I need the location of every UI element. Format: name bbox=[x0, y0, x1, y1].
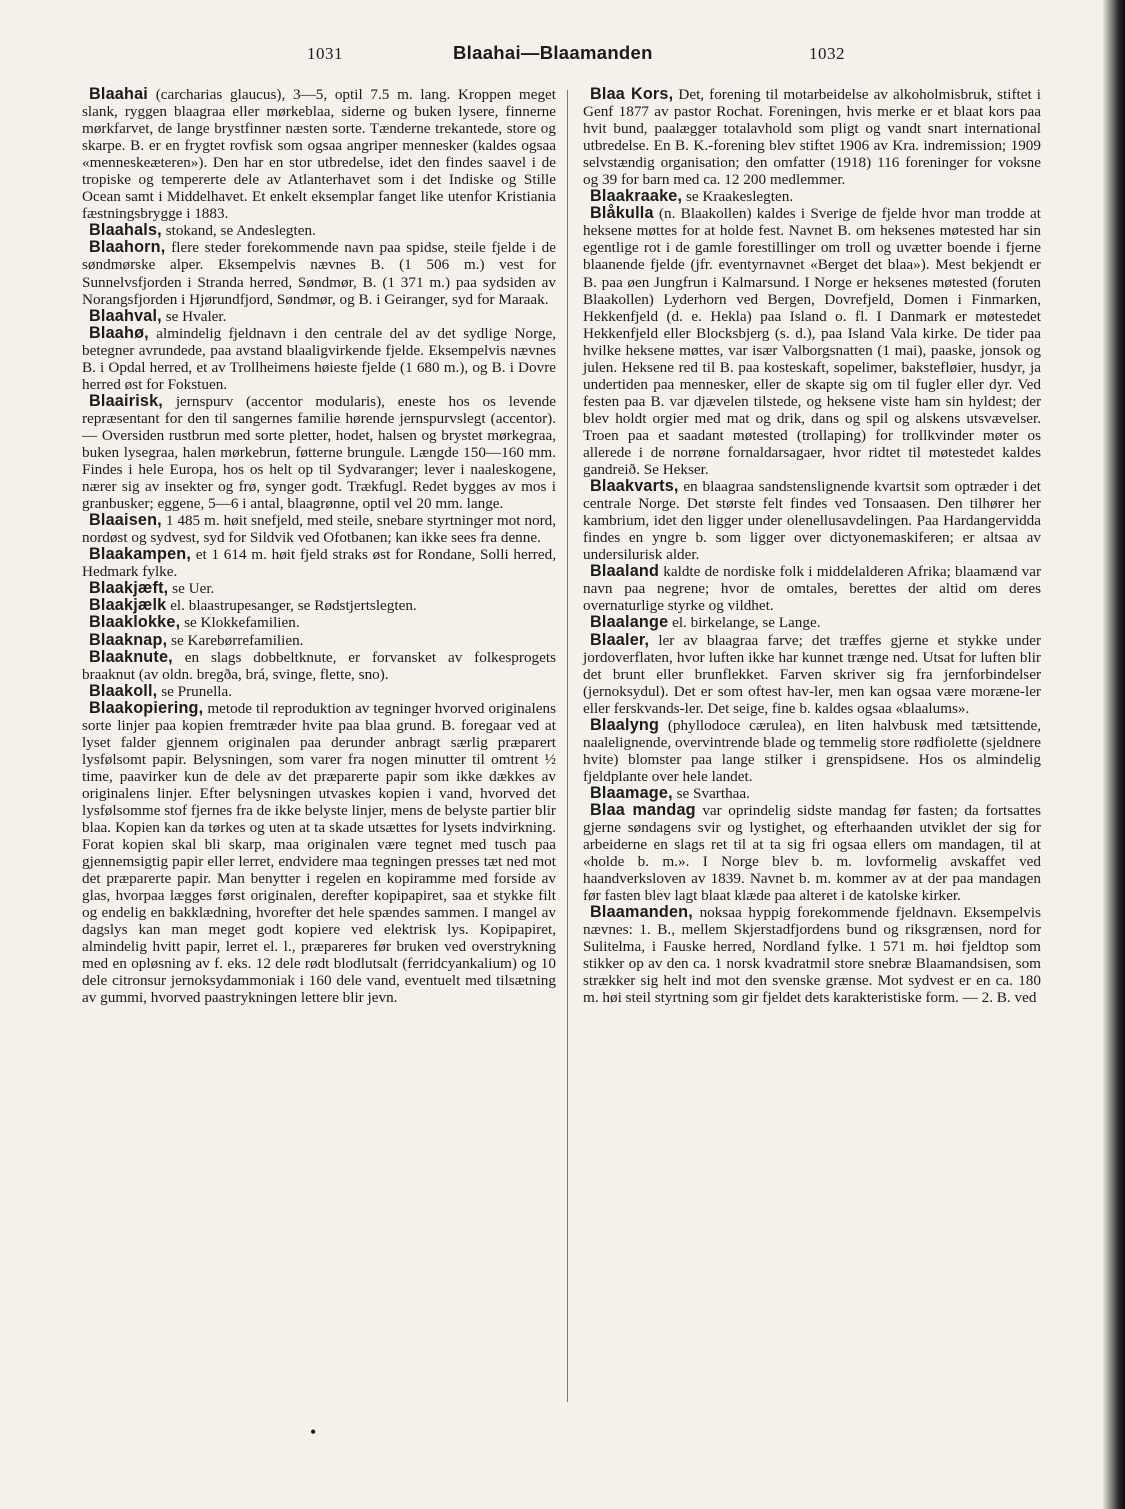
headword: Blaairisk, bbox=[89, 391, 163, 410]
entry-blaa-kors bbox=[583, 86, 1041, 188]
headword: Blaakampen, bbox=[89, 545, 192, 564]
headword: Blaa Kors, bbox=[590, 85, 674, 103]
headword: Blaaland bbox=[590, 562, 660, 581]
headword: Blaaler, bbox=[590, 630, 650, 649]
entry-blaa-mandag bbox=[583, 802, 1041, 904]
entry-blaairisk bbox=[82, 393, 556, 512]
entry-blaaisen bbox=[82, 512, 556, 546]
entry-text: se Uer. bbox=[172, 580, 215, 598]
headword: Blaaisen, bbox=[89, 511, 162, 530]
entry-blaahorn bbox=[82, 239, 556, 307]
headword: Blaakjæft, bbox=[89, 579, 169, 598]
entry-blaaklokke bbox=[82, 614, 556, 631]
entry-blaahals bbox=[82, 222, 556, 239]
entry-text: et 1 614 m. høit fjeld straks øst for Rondane, Solli herred, Hedmark fylke. bbox=[82, 546, 556, 581]
entry-text: Det, forening til motarbeidelse av alkoholmisbruk, stiftet i Genf 1877 av pastor Rochat. Foreningen, hvis merke er et blaat kors paa hvit bund, paalægger totalavhold som pligt og vandt snart international utbredelse. En B. K.-forening blev stiftet 1906 av Kra. indremission; 1909 selvstændig organisation; den omfatter (1918) 116 foreninger for voksne og 39 for barn med ca. 12 200 medlemmer. bbox=[583, 86, 1041, 189]
entry-blaaknute bbox=[82, 649, 556, 683]
entry-blaaler bbox=[583, 632, 1041, 717]
entry-text: se Svarthaa. bbox=[676, 784, 750, 802]
entry-blaaknap bbox=[82, 632, 556, 649]
headword: Blaakraake, bbox=[590, 187, 683, 206]
entry-text: el. birkelange, se Lange. bbox=[672, 614, 821, 632]
entry-blaakraake bbox=[583, 188, 1041, 205]
entry-blaakjaelk bbox=[82, 597, 556, 614]
column-divider bbox=[567, 90, 568, 1402]
entry-blaalange bbox=[583, 614, 1041, 631]
headword: Blaalyng bbox=[590, 715, 660, 734]
entry-text: en slags dobbeltknute, er forvansket av folkesprogets braaknut (av oldn. bregða, brá, svinge, flette, sno). bbox=[82, 648, 557, 683]
entry-blakulla bbox=[583, 205, 1041, 478]
entry-text: kaldte de nordiske folk i middelalderen Afrika; blaamænd var navn paa negrene; hvor de omtales, berettes der altid om deres overnaturlige styrke og vildhet. bbox=[583, 563, 1042, 615]
column-end-mark: • bbox=[310, 1422, 317, 1442]
entry-text: se Prunella. bbox=[161, 682, 233, 700]
headword: Blaakjælk bbox=[89, 596, 167, 615]
left-column bbox=[82, 86, 556, 1007]
entry-text: (phyllodoce cærulea), en liten halvbusk med tætsittende, naalelignende, overvintrende blade og temmelig store rødfiolette (sjeldnere hvite) blomster paa lange stilker i grenspidsene. Hos os almindelig fjeldplante over hele landet. bbox=[583, 716, 1042, 785]
right-page-number: 1032 bbox=[809, 44, 845, 63]
headword: Blaakvarts, bbox=[590, 477, 679, 496]
headword: Blaaknap, bbox=[89, 630, 168, 649]
headword: Blaamanden, bbox=[590, 903, 693, 922]
entry-blaakopiering bbox=[82, 700, 556, 1007]
headword: Blaakoll, bbox=[89, 681, 158, 700]
headword: Blaalange bbox=[590, 613, 669, 632]
entry-blaakvarts bbox=[583, 478, 1041, 563]
left-page-number: 1031 bbox=[307, 44, 343, 63]
entry-text: se Hvaler. bbox=[165, 307, 227, 325]
entry-text: noksaa hyppig forekommende fjeldnavn. Eksempelvis nævnes: 1. B., mellem Skjerstadfjordens bund og riksgrænsen, nord for Sulitelma, i Fauske herred, Nordland fylke. 1 571 m. høi fjeldtop som stikker op av den ca. 1 norsk kvadratmil store snebræ Blaamandsisen, som strækker sig helt ind mot den svenske grænse. Mot sydvest er en ca. 180 m. høi steil styrtning som gir fjeldet dets karakteristiske form. — 2. B. ved bbox=[583, 904, 1042, 1007]
entry-blaakoll bbox=[82, 683, 556, 700]
entry-blaaho bbox=[82, 325, 556, 393]
headword: Blaaknute, bbox=[89, 647, 173, 666]
headword: Blaahai bbox=[89, 85, 148, 103]
running-title: Blaahai—Blaamanden bbox=[453, 42, 653, 63]
entry-blaamanden bbox=[583, 904, 1041, 1006]
right-column bbox=[583, 86, 1041, 1007]
headword: Blåkulla bbox=[590, 204, 654, 223]
entry-text: flere steder forekommende navn paa spidse, steile fjelde i de søndmørske alper. Eksempelvis nævnes B. (1 506 m.) vest for Sunnelvsfjorden i Stranda herred, Søndmør, B. (1 371 m.) paa sydsiden av Norangsfjorden i Hjørundfjord, Søndmør, og B. i Geiranger, syd for Maraak. bbox=[82, 239, 556, 308]
headword: Blaakopiering, bbox=[89, 698, 204, 717]
entry-text: 1 485 m. høit snefjeld, med steile, snebare styrtninger mot nord, nordøst og sydvest, syd for Sildvik ved Ofotbanen; kan ikke sees fra denne. bbox=[82, 512, 557, 547]
entry-blaaland bbox=[583, 563, 1041, 614]
entry-text: en blaagraa sandstenslignende kvartsit som optræder i det centrale Norge. Det største felt findes ved Tonsaasen. Den tilhører her kambrium, idet den ligger under olenellusavdelingen. Paa Hardangervidda findes en yngre b. som ligger over dictyonemaskiferen; er altsaa av undersilurisk alder. bbox=[583, 478, 1041, 564]
headword: Blaahorn, bbox=[89, 238, 166, 257]
entry-text: metode til reproduktion av tegninger hvorved originalens sorte linjer paa kopien fremtræder hvite paa blaa grund. B. foregaar ved at lyset falder gjennem originalen paa derunder anbragt særlig præparert lysfølsomt papir. Belysningen, som varer fra nogen minutter til omtrent ½ time, paavirker kun de dele av det præparerte papir som ikke dækkes av originalens linjer. Efter belysningen utvaskes kopien i vand, hvorved det lysfølsomme stof fjernes fra de ikke belyste linjer, mens de belyste partier blir blaa. Kopien kan da tørkes og uten at ta skade utsættes for lysets indvirkning. Forat kopien skal bli skarp, maa originalen være tegnet med tusch paa gjennemsigtig papir eller lerret, endvidere maa tegningen presses tæt ned mot det præparerte papir. Man benytter i regelen en kopiramme med forside av glas, hvorpaa lægges først originalen, derefter kopipapiret, saa et stykke filt og endelig en bakklædning, hvorefter det hele spændes sammen. I mangel av dagslys kan man meget godt kopiere ved elektrisk lys. Kopipapiret, almindelig hvitt papir, lerret el. l., præpareres før bruken ved overstrykning med en opløsning av f. eks. 12 dele rødt blodlutsalt (ferridcyankalium) og 10 dele citronsur jernoksydammoniak i 160 dele vand, eventuelt med tilsætning av gummi, hvorved paastrykningen lettere blir jevn. bbox=[82, 699, 556, 1007]
entry-blaahval bbox=[82, 308, 556, 325]
headword: Blaaklokke, bbox=[89, 613, 181, 632]
entry-text: almindelig fjeldnavn i den centrale del av det sydlige Norge, betegner avrundede, paa avstand blaaligvirkende fjelde. Eksempelvis nævnes B. i Opdal herred, et av Trollheimens høieste fjelde (1 680 m.), og B. i Dovre herred øst for Fokstuen. bbox=[82, 324, 556, 393]
entry-blaakjaeft bbox=[82, 580, 556, 597]
entry-blaamage bbox=[583, 785, 1041, 802]
entry-text: se Kraakeslegten. bbox=[686, 188, 794, 206]
headword: Blaa mandag bbox=[590, 800, 696, 819]
entry-blaakampen bbox=[82, 546, 556, 580]
entry-text: el. blaastrupesanger, se Rødstjertslegten. bbox=[170, 597, 417, 615]
entry-text: (n. Blaakollen) kaldes i Sverige de fjelde hvor man trodde at heksene møttes for at holde fest. Navnet B. om heksenes møtested har sin egentlige rot i de gamle forestillinger om troll og uvætter boende i fjerne blaanende fjelde (jfr. eventyrnavnet «Berget det blaa»). Mest bekjendt er B. paa øen Jungfrun i Kalmarsund. I Norge er heksenes møtested (foruten Blaakollen) Lyderhorn ved Bergen, Dovrefjeld, Domen i Finmarken, Hekkenfjeld (d. e. Hekla) paa Island o. fl. I Danmark er møtestedet Hekkenfjeld eller Blocksbjerg (s. d.), paa Island Vala kirke. De tider paa hvilke heksene møttes, var især Valborgsnatten (1 mai), paaske, jonsok og julen. Heksene red til B. paa kosteskaft, sopelimer, bakstefløier, husdyr, ja undertiden paa mennesker, eller de skapte sig om til fugler eller dyr. Ved festen paa B. var djævelen tilstede, og heksene viste ham sin hyldest; der blev holdt orgier med mat og drik, dans og spil og alskens utsvævelser. Troen paa et saadant møtested (trollaping) for trollkvinder møter os allerede i de norrøne fornaldarsagaer, hvor ridtet til møtestedet kaldes gandreið. Se Hekser. bbox=[583, 205, 1042, 479]
headword: Blaahø, bbox=[89, 323, 149, 342]
entry-text: var oprindelig sidste mandag før fasten; da fortsattes gjerne søndagens svir og lystighet, og efterhaanden utviklet der sig for arbeiderne en slags ret til at ta sig fri ogsaa ellers om mandagen, til at «holde b. m.». I Norge blev b. m. lovformelig avskaffet ved haandverksloven av 1839. Navnet b. m. kommer av at der paa mandagen før fasten blev lagt blaat klæde paa alteret i de katolske kirker. bbox=[583, 801, 1042, 905]
entry-text: se Karebørrefamilien. bbox=[171, 631, 304, 649]
entry-blaahai bbox=[82, 86, 556, 222]
headword: Blaahval, bbox=[89, 306, 162, 325]
entry-blaalyng bbox=[583, 717, 1041, 785]
entry-text: jernspurv (accentor modularis), eneste hos os levende repræsentant for den til sangernes familie hørende jernspurvslegt (accentor). — Oversiden rustbrun med sorte pletter, hodet, halsen og brystet mørkegraa, buken lysegraa, halen mørkebrun, føtterne brungule. Længde 150—160 mm. Findes i hele Europa, hos os helt op til Sydvaranger; lever i naaleskogene, nærer sig av insekter og frø, synger godt. Trækfugl. Redet bygges av mos i granbusker; eggene, 5—6 i antal, blaagrønne, optil vel 20 mm. lange. bbox=[82, 392, 556, 513]
book-binding-edge bbox=[1103, 0, 1125, 1509]
entry-text: (carcharias glaucus), 3—5, optil 7.5 m. lang. Kroppen meget slank, ryggen blaagraa eller mørkeblaa, siderne og buken lysere, finnerne mørkfarvet, de lange brystfinner næsten sorte. Tænderne trekantede, store og skarpe. B. er en frygtet rovfisk som ogsaa angriper mennesker (kaldes ogsaa «menneskeæteren»). Den har en stor utbredelse, idet den findes saavel i de tropiske og tempererte dele av Atlanterhavet som i det Indiske og Stille Ocean samt i Middelhavet. Et enkelt eksemplar fanget like utenfor Kristiania fæstningsbrygge i 1883. bbox=[82, 86, 557, 223]
entry-text: ler av blaagraa farve; det træffes gjerne et stykke under jordoverflaten, hvor luften ikke har kunnet trænge ned. Utsat for luften blir det brunt eller brunflekket. Farven skriver sig fra jernforbindelser (jernoksydul). Det er som oftest hav-ler, men kan ogsaa være moræne-ler eller ferskvands-ler. Det seige, fine b. kaldes ogsaa «blaalums». bbox=[583, 631, 1041, 717]
headword: Blaamage, bbox=[590, 783, 673, 802]
page-header bbox=[0, 42, 1125, 66]
entry-text: stokand, se Andeslegten. bbox=[165, 222, 316, 240]
headword: Blaahals, bbox=[89, 221, 162, 240]
entry-text: se Klokkefamilien. bbox=[184, 614, 300, 632]
